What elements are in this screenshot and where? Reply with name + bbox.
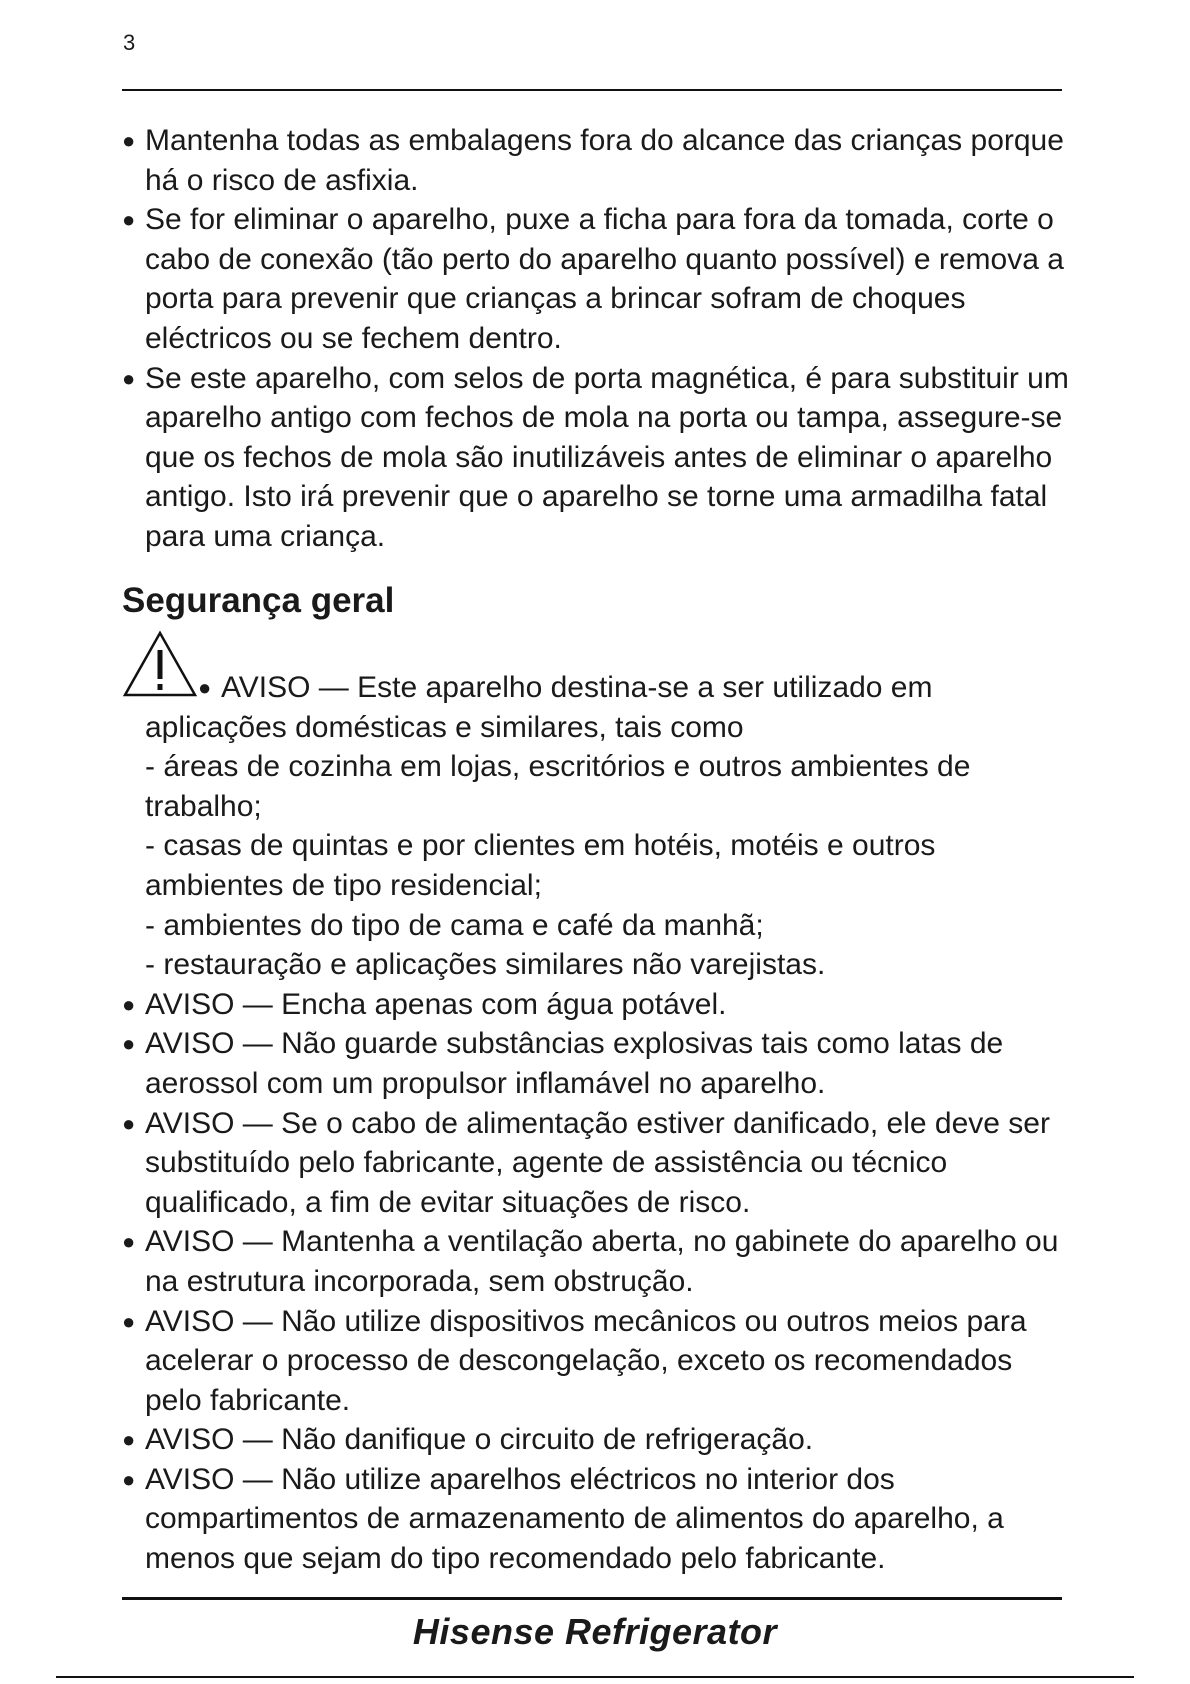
warning-line: - restauração e aplicações similares não varejistas. (145, 948, 826, 982)
footer-brand: Hisense Refrigerator (412, 1611, 778, 1652)
header-divider (122, 89, 1062, 91)
list-item (122, 1460, 1072, 1579)
list-item (122, 1302, 1072, 1421)
list-item-text: AVISO — Não danifique o circuito de refrigeração. (145, 1423, 814, 1457)
warning-line: AVISO — Este aparelho destina-se a ser utilizado em (221, 671, 933, 704)
list-item-text: AVISO — Se o cabo de alimentação estiver danificado, ele deve ser substituído pelo fabricante, agente de assistência ou técnico qualificado, a fim de evitar situações de risco. (145, 1106, 1050, 1219)
warning-line: - casas de quintas e por clientes em hotéis, motéis e outros (145, 829, 936, 863)
list-item (122, 121, 1072, 200)
list-item-text: AVISO — Não utilize aparelhos eléctricos no interior dos compartimentos de armazenamento de alimentos do aparelho, a menos que sejam do tipo recomendado pelo fabricante. (145, 1462, 1004, 1576)
list-item-text: AVISO — Encha apenas com água potável. (145, 987, 727, 1021)
bullet-icon: ● (122, 1427, 136, 1453)
list-item (122, 668, 1072, 708)
list-item-text: Mantenha todas as embalagens fora do alcance das crianças porque há o risco de asfixia. (145, 124, 1064, 197)
bullet-icon: ● (122, 1031, 136, 1057)
warning-line: ambientes de tipo residencial; (145, 868, 542, 902)
list-item (122, 1024, 1072, 1103)
bullet-icon: ● (122, 1110, 136, 1136)
warning-line: trabalho; (145, 789, 262, 823)
warning-line: aplicações domésticas e similares, tais como (145, 710, 744, 744)
first-warning (122, 668, 1072, 985)
warning-line: - áreas de cozinha em lojas, escritórios e outros ambientes de (145, 750, 971, 784)
list-item-text: AVISO — Não utilize dispositivos mecânicos ou outros meios para acelerar o processo de descongelação, exceto os recomendados pelo fabricante. (145, 1304, 1027, 1417)
bullet-icon: ● (122, 1466, 136, 1492)
list-item-text: AVISO — Mantenha a ventilação aberta, no gabinete do aparelho ou na estrutura incorporada, sem obstrução. (145, 1225, 1059, 1298)
page-bottom-line (56, 1676, 1134, 1678)
list-item (122, 985, 1072, 1025)
list-item (122, 1104, 1072, 1223)
bullet-icon: ● (122, 128, 136, 153)
footer-divider (122, 1597, 1062, 1600)
list-item-text: Se este aparelho, com selos de porta magnética, é para substituir um aparelho antigo com fechos de mola na porta ou tampa, assegure-se que os fechos de mola são inutilizáveis antes de eliminar o aparelho antigo. Isto irá prevenir que o aparelho se torne uma armadilha fatal para uma criança. (145, 361, 1069, 553)
bullet-icon: ● (122, 1308, 136, 1334)
bullet-icon: ● (198, 675, 212, 700)
warning-list (122, 668, 1072, 1579)
list-item (122, 1222, 1072, 1301)
list-item-text: Se for eliminar o aparelho, puxe a ficha para fora da tomada, corte o cabo de conexão (tão perto do aparelho quanto possível) e remova a porta para prevenir que crianças a brincar sofram de choques eléctricos ou se fechem dentro. (145, 203, 1064, 355)
warning-line: - ambientes do tipo de cama e café da manhã; (145, 908, 764, 942)
page-number: 3 (123, 30, 136, 55)
list-item (122, 200, 1072, 358)
list-item (122, 359, 1072, 557)
bullet-icon: ● (122, 991, 136, 1017)
section-heading: Segurança geral (122, 581, 395, 620)
bullet-icon: ● (122, 365, 136, 391)
list-item (122, 1420, 1072, 1460)
list-item-text: AVISO — Não guarde substâncias explosivas tais como latas de aerossol com um propulsor inflamável no aparelho. (145, 1027, 1004, 1100)
bullet-icon: ● (122, 207, 136, 233)
intro-bullet-list (122, 121, 1072, 557)
bullet-icon: ● (122, 1229, 136, 1255)
